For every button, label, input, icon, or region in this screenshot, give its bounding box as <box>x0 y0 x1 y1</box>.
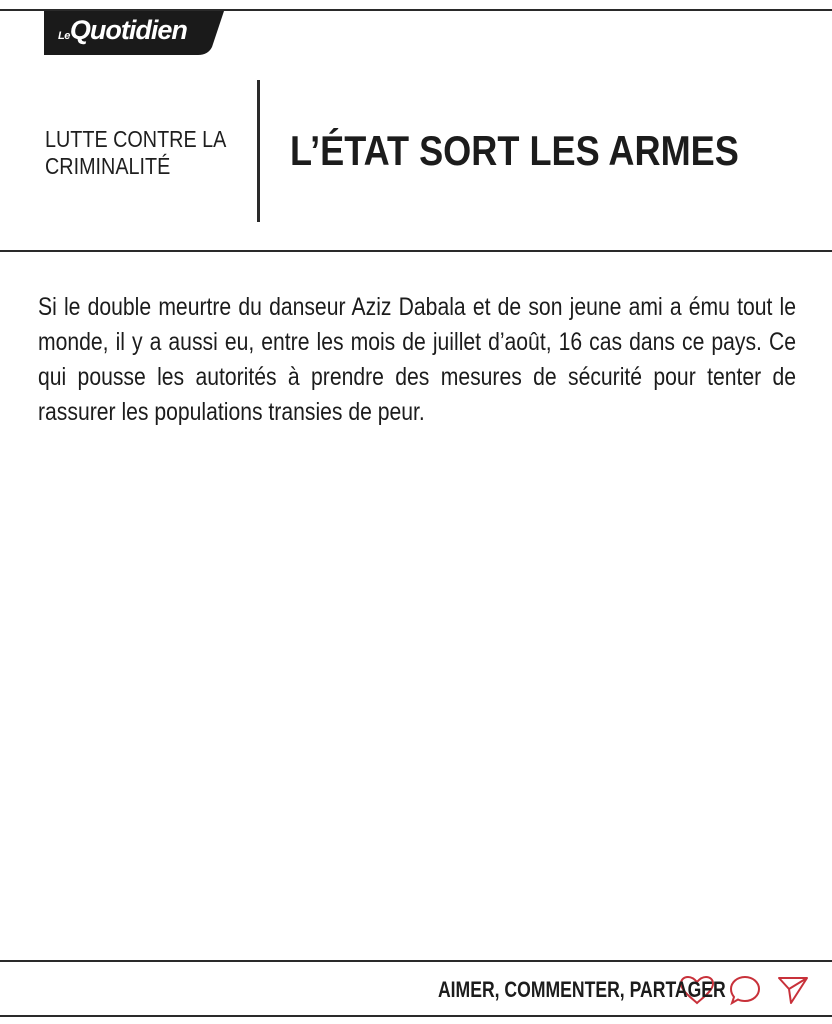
kicker-line-1: LUTTE CONTRE LA <box>45 126 227 152</box>
header-bottom-rule <box>0 250 832 252</box>
share-icon[interactable] <box>774 973 812 1007</box>
footer-top-rule <box>0 960 832 962</box>
article-headline: L’ÉTAT SORT LES ARMES <box>290 127 739 174</box>
kicker-line-2: CRIMINALITÉ <box>45 153 171 179</box>
comment-icon[interactable] <box>726 973 764 1007</box>
logo <box>44 11 224 55</box>
footer-cta-text: AIMER, COMMENTER, PARTAGER <box>438 977 726 1002</box>
header-divider <box>257 80 260 222</box>
footer-actions <box>366 972 812 1008</box>
article-kicker <box>45 126 227 180</box>
article-body: Si le double meurtre du danseur Aziz Dabala et de son jeune ami a ému tout le monde, il y a aussi eu, entre les mois de juillet d’août, 16 cas dans ce pays. Ce qui pousse les autorités à prendre des mesures de sécurité pour tenter de rassurer les populations transies de peur. <box>38 293 797 426</box>
footer-bottom-rule <box>0 1015 832 1017</box>
logo-wordmark <box>58 17 187 44</box>
logo-name: Quotidien <box>69 15 187 45</box>
logo-prefix: Le <box>58 30 70 42</box>
